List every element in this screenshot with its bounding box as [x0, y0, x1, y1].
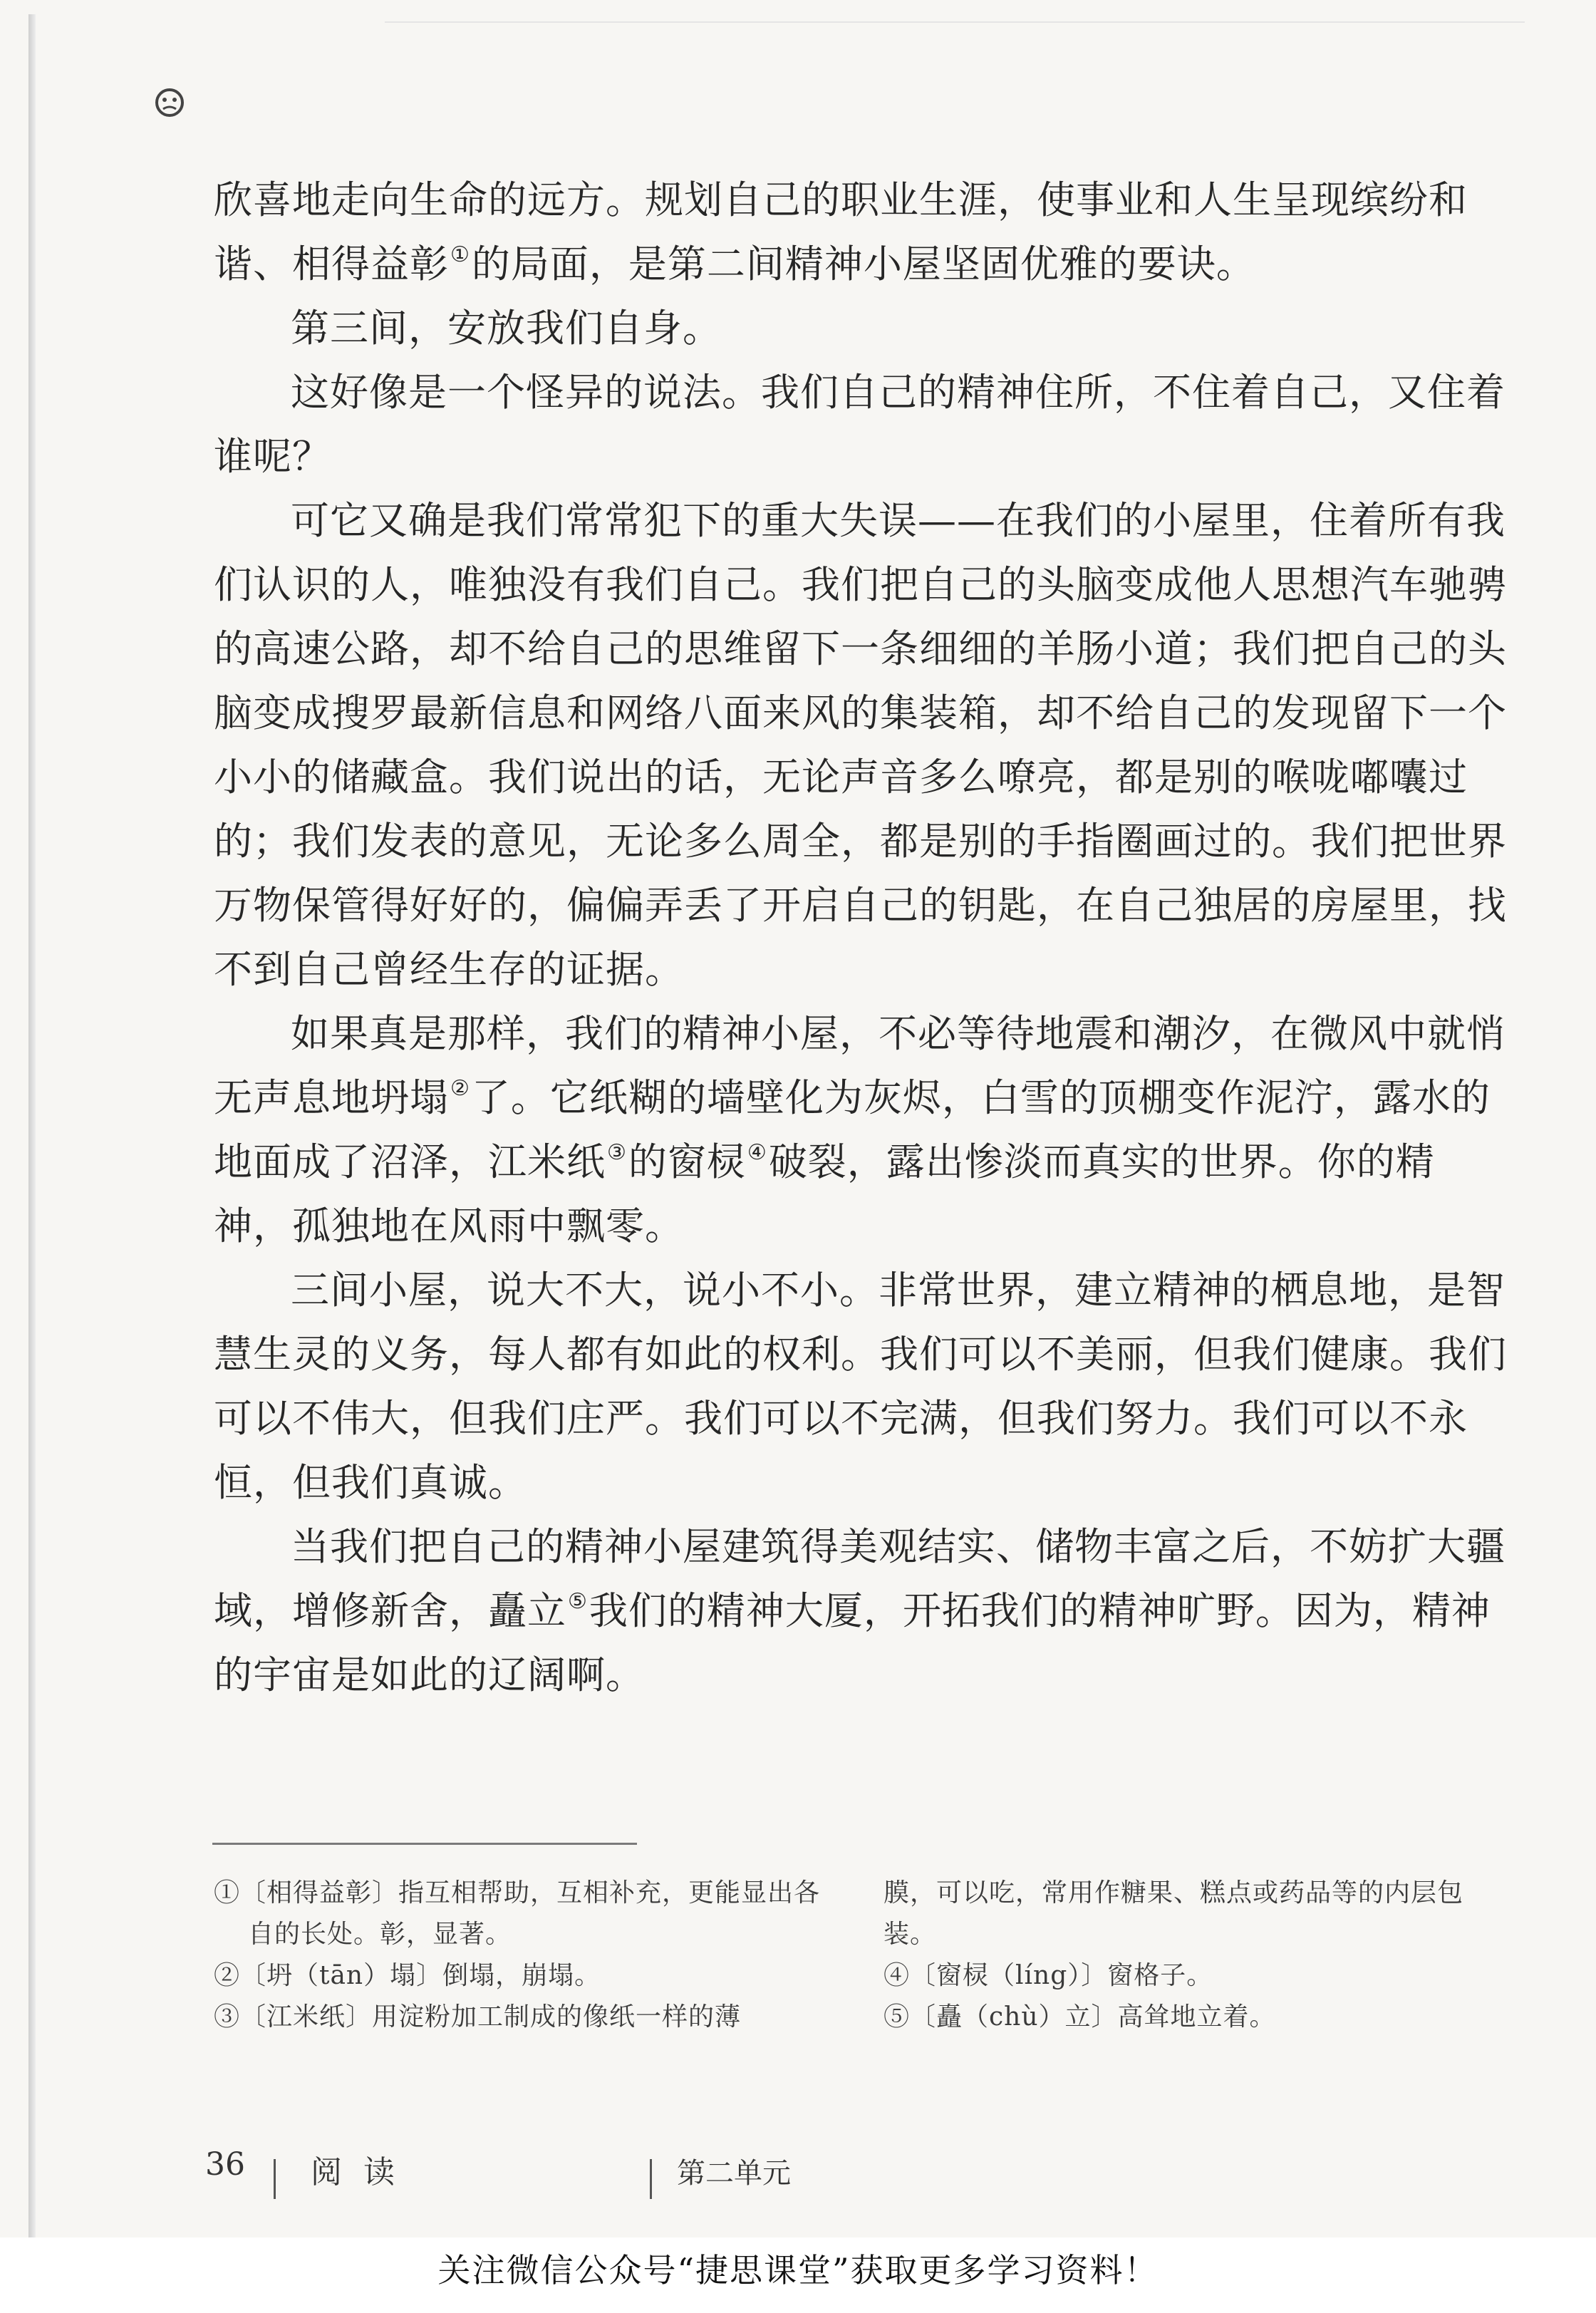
footnote-ref: ④: [747, 1140, 767, 1165]
scan-binding-edge: [28, 14, 36, 2259]
promo-banner: 关注微信公众号“捷思课堂”获取更多学习资料！: [0, 2237, 1596, 2313]
footnotes-right: [884, 1873, 1496, 2038]
paragraph: 当我们把自己的精神小屋建筑得美观结实、储物丰富之后，不妨扩大疆域，增修新舍，矗立⑤我们的精神大厦，开拓我们的精神旷野。因为，精神的宇宙是如此的辽阔啊。: [214, 1524, 1506, 1697]
footnotes-left: [214, 1873, 826, 2038]
face-icon: [154, 87, 185, 118]
section-name: 阅 读: [311, 2154, 400, 2190]
unit-name: 第二单元: [677, 2157, 791, 2190]
paragraph: 欣喜地走向生命的远方。规划自己的职业生涯，使事业和人生呈现缤纷和谐、相得益彰①的局面，是第二间精神小屋坚固优雅的要诀。: [214, 177, 1468, 286]
footnote-ref: ②: [450, 1076, 470, 1101]
footer-divider: [650, 2159, 652, 2199]
page-number: 36: [205, 2146, 245, 2183]
footnote-divider: [212, 1843, 637, 1845]
footnote-ref: ③: [607, 1140, 627, 1165]
top-scan-line: [385, 21, 1525, 23]
footnote: ⑤〔矗（chù）立〕高耸地立着。: [884, 2002, 1276, 2032]
footer-divider: [274, 2159, 276, 2199]
paragraph: 这好像是一个怪异的说法。我们自己的精神住所，不住着自己，又住着谁呢？: [214, 370, 1506, 479]
paragraph: 三间小屋，说大不大，说小不小。非常世界，建立精神的栖息地，是智慧生灵的义务，每人都有如此的权利。我们可以不美丽，但我们健康。我们可以不伟大，但我们庄严。我们可以不完满，但我们努力。我们可以不永恒，但我们真诚。: [214, 1268, 1507, 1505]
body-text: [214, 168, 1510, 1707]
footnote: ①〔相得益彰〕指互相帮助，互相补充，更能显出各自的长处。彰，显著。: [214, 1878, 821, 1949]
footnote-ref: ①: [450, 242, 470, 267]
paragraph: 第三间，安放我们自身。: [291, 306, 722, 351]
paragraph: 可它又确是我们常常犯下的重大失误——在我们的小屋里，住着所有我们认识的人，唯独没有我们自己。我们把自己的头脑变成他人思想汽车驰骋的高速公路，却不给自己的思维留下一条细细的羊肠小道；我们把自己的头脑变成搜罗最新信息和网络八面来风的集装箱，却不给自己的发现留下一个小小的储藏盒。我们说出的话，无论声音多么嘹亮，都是别的喉咙嘟囔过的；我们发表的意见，无论多么周全，都是别的手指圈画过的。我们把世界万物保管得好好的，偏偏弄丢了开启自己的钥匙，在自己独居的房屋里，找不到自己曾经生存的证据。: [214, 498, 1507, 992]
footnote: ④〔窗棂（líng）〕窗格子。: [884, 1961, 1213, 1990]
footnote: ③〔江米纸〕用淀粉加工制成的像纸一样的薄: [214, 2002, 742, 2032]
footnote-continuation: 膜，可以吃，常用作糖果、糕点或药品等的内层包装。: [884, 1878, 1464, 1949]
page-footer: [0, 2138, 1596, 2195]
footnote: ②〔坍（tān）塌〕倒塌，崩塌。: [214, 1961, 601, 1990]
paragraph: 如果真是那样，我们的精神小屋，不必等待地震和潮汐，在微风中就悄无声息地坍塌②了。它纸糊的墙壁化为灰烬，白雪的顶棚变作泥泞，露水的地面成了沼泽，江米纸③的窗棂④破裂，露出惨淡而真实的世界。你的精神，孤独地在风雨中飘零。: [214, 1011, 1506, 1248]
footnote-ref: ⑤: [568, 1589, 588, 1614]
